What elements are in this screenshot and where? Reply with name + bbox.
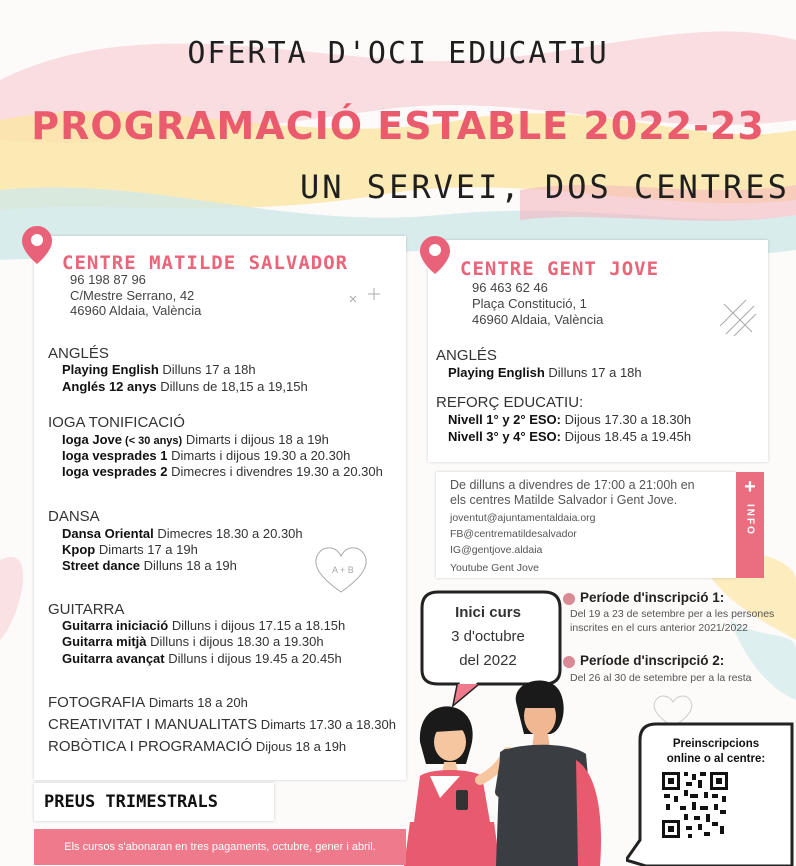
doodle-icon — [346, 284, 386, 314]
info-tab — [736, 472, 764, 578]
svg-text:A + B: A + B — [332, 565, 354, 575]
info-youtube[interactable]: Youtube Gent Jove — [450, 562, 539, 574]
info-tab-label: INFO — [744, 504, 756, 536]
preinscripcions-line-2: online o al centre: — [666, 753, 766, 765]
centre-2-name: CENTRE GENT JOVE — [460, 258, 660, 280]
period-2-title: Període d'inscripció 2: — [580, 653, 725, 668]
robotica-row: ROBÒTICA I PROGRAMACIÓ Dijous 18 a 19h — [48, 738, 347, 755]
dansa-row-2: Kpop Dimarts 17 a 19h — [62, 542, 198, 557]
info-line-1: De dilluns a divendres de 17:00 a 21:00h en — [450, 478, 695, 492]
period-2-text: Del 26 al 30 de setembre per a la resta — [570, 672, 752, 684]
guitarra-row-3: Guitarra avançat Dilluns i dijous 19.45 a 20.45h — [62, 651, 342, 666]
inici-curs-date: 3 d'octubre — [451, 628, 525, 645]
header-line-1: OFERTA D'OCI EDUCATIU — [187, 36, 609, 71]
centre-1-name: CENTRE MATILDE SALVADOR — [62, 252, 349, 274]
centre-2-city: 46960 Aldaia, València — [472, 312, 604, 327]
period-2-dot — [563, 656, 575, 668]
centre-2-phone: 96 463 62 46 — [472, 280, 548, 295]
info-facebook[interactable]: FB@centrematildesalvador — [450, 528, 577, 540]
qr-code[interactable] — [660, 770, 730, 840]
preinscripcions-line-1: Preinscripcions — [672, 738, 760, 750]
creativitat-row: CREATIVITAT I MANUALITATS Dimarts 17.30 a 18.30h — [48, 716, 396, 733]
ioga-row-3: Ioga vesprades 2 Dimecres i divendres 19.30 a 20.30h — [62, 464, 383, 479]
ioga-row-1: Ioga Jove (< 30 anys) Dimarts i dijous 18 a 19h — [62, 432, 329, 447]
guitarra-row-1: Guitarra iniciació Dilluns i dijous 17.15 a 18.15h — [62, 618, 346, 633]
info-instagram[interactable]: IG@gentjove.aldaia — [450, 544, 543, 556]
location-pin-icon — [420, 236, 450, 274]
heart-doodle-icon — [308, 540, 374, 596]
info-email[interactable]: joventut@ajuntamentaldaia.org — [450, 512, 596, 524]
payment-note: Els cursos s'abonaran en tres pagaments, octubre, gener i abril. — [34, 829, 406, 865]
hatch-doodle-icon — [716, 296, 760, 340]
inici-curs-label: Inici curs — [455, 604, 521, 621]
header-line-2: PROGRAMACIÓ ESTABLE 2022-23 — [31, 104, 765, 148]
inici-curs-year: del 2022 — [459, 652, 517, 669]
section-guitarra-title: GUITARRA — [48, 601, 125, 618]
angles-row-1: Playing English Dilluns 17 a 18h — [62, 362, 256, 377]
section-angles-title: ANGLÉS — [48, 345, 109, 362]
period-1-title: Període d'inscripció 1: — [580, 590, 725, 605]
preus-trimestrals-title: PREUS TRIMESTRALS — [34, 783, 274, 821]
centre-2-angles-title: ANGLÉS — [436, 347, 497, 364]
period-1-text: Del 19 a 23 de setembre per a les persones inscrites en el curs anterior 2021/2022 — [570, 608, 775, 634]
period-1-dot — [563, 593, 575, 605]
centre-1-phone: 96 198 87 96 — [70, 272, 146, 287]
centre-1-city: 46960 Aldaia, València — [70, 303, 202, 318]
young-people-illustration — [400, 672, 630, 866]
info-line-2: els centres Matilde Salvador i Gent Jove. — [450, 493, 678, 507]
location-pin-icon — [22, 226, 52, 264]
centre-2-street: Plaça Constitució, 1 — [472, 296, 587, 311]
ioga-row-2: Ioga vesprades 1 Dimarts i dijous 19.30 a 20.30h — [62, 448, 351, 463]
header-line-3: UN SERVEI, DOS CENTRES — [300, 168, 790, 206]
reforc-row-1: Nivell 1° y 2° ESO: Dijous 17.30 a 18.30h — [448, 412, 692, 427]
centre-2-angles-row-1: Playing English Dilluns 17 a 18h — [448, 365, 642, 380]
dansa-row-3: Street dance Dilluns 18 a 19h — [62, 558, 237, 573]
reforc-row-2: Nivell 3° y 4° ESO: Dijous 18.45 a 19.45h — [448, 429, 692, 444]
plus-icon: + — [744, 476, 756, 498]
section-dansa-title: DANSA — [48, 508, 100, 525]
guitarra-row-2: Guitarra mitjà Dilluns i dijous 18.30 a 19.30h — [62, 634, 324, 649]
angles-row-2: Anglés 12 anys Dilluns de 18,15 a 19,15h — [62, 379, 308, 394]
section-ioga-title: IOGA TONIFICACIÓ — [48, 414, 185, 431]
reforc-title: REFORÇ EDUCATIU: — [436, 394, 584, 411]
dansa-row-1: Dansa Oriental Dimecres 18.30 a 20.30h — [62, 526, 303, 541]
fotografia-row: FOTOGRAFIA Dimarts 18 a 20h — [48, 694, 248, 711]
centre-1-street: C/Mestre Serrano, 42 — [70, 288, 195, 303]
